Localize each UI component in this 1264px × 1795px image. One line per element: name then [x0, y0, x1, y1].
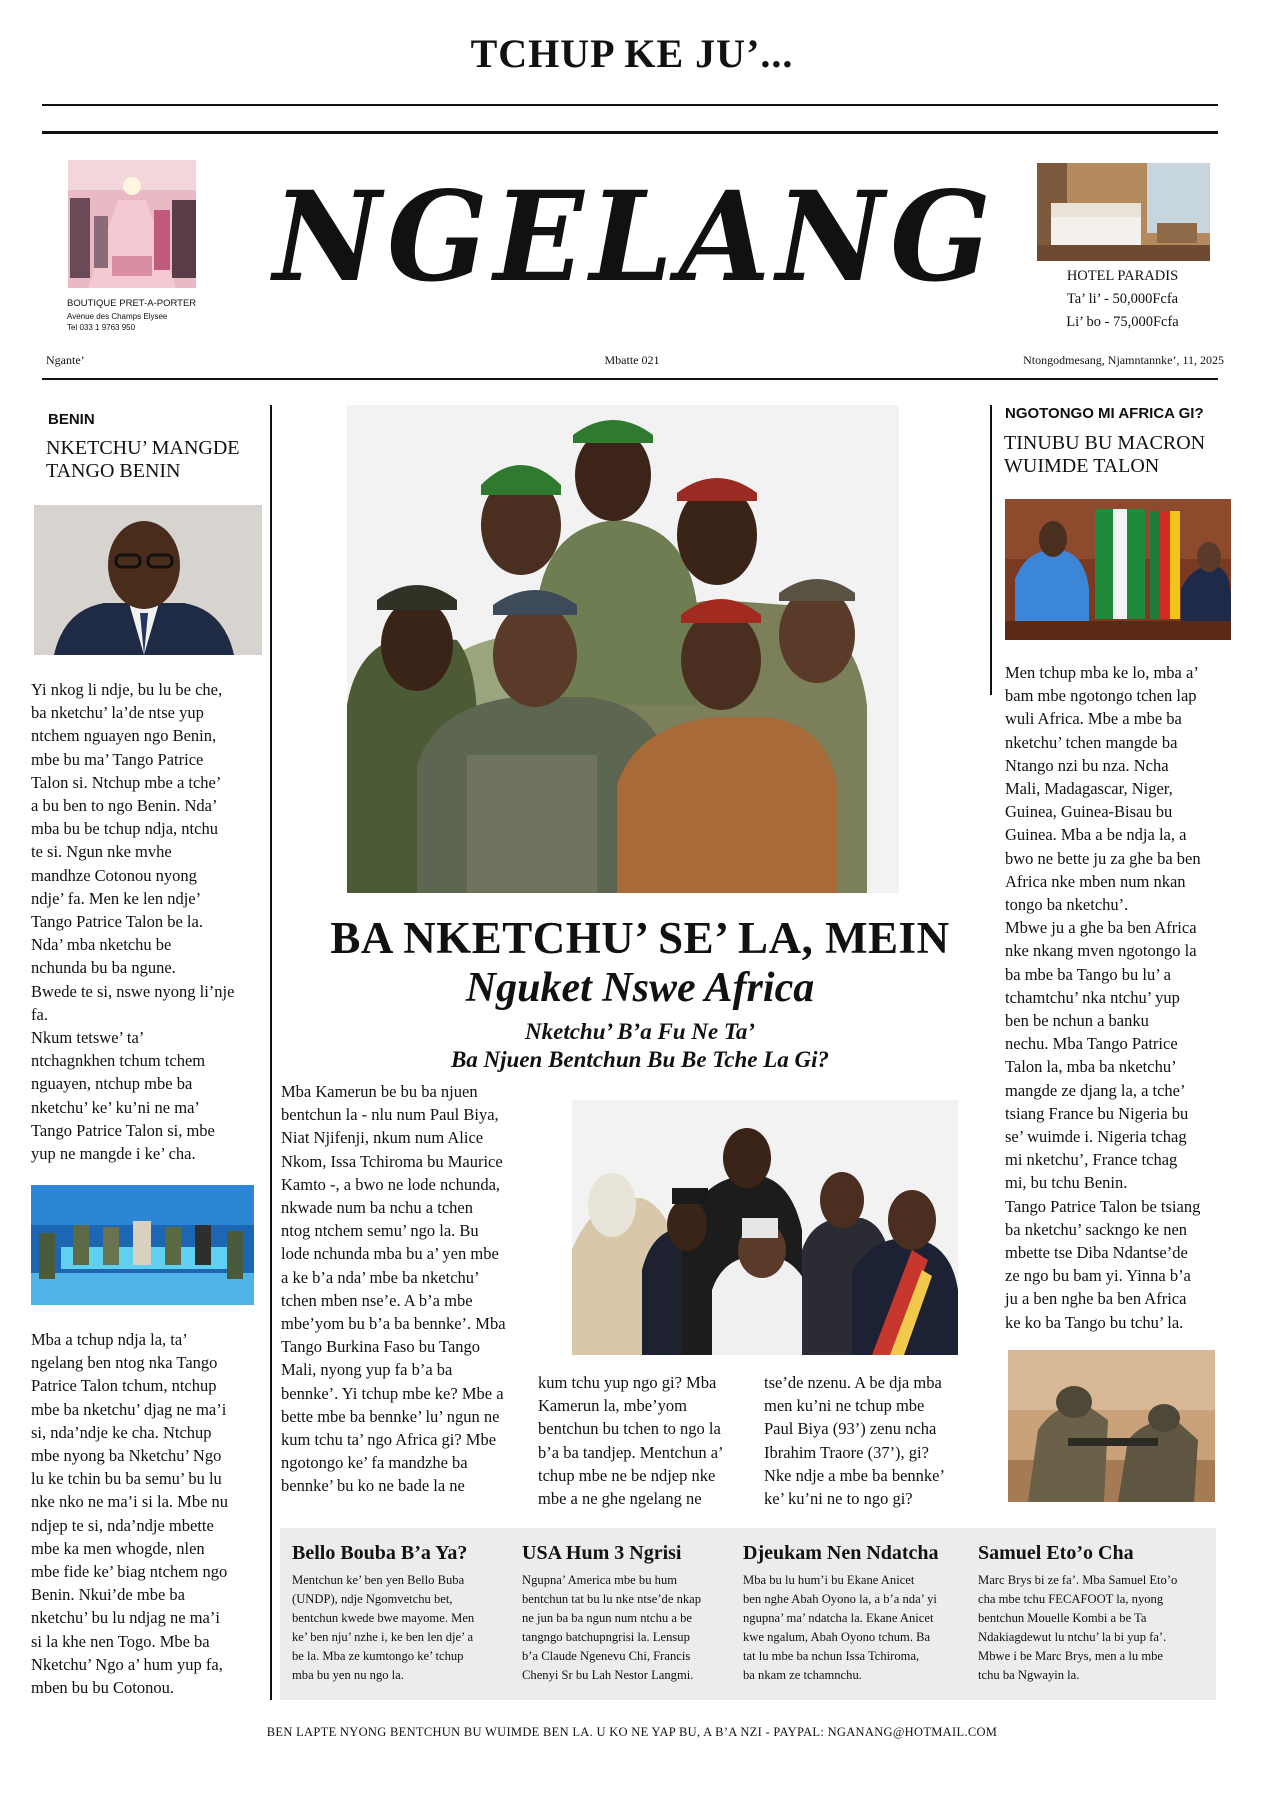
article-line: b’a ba tandjep. Mentchun a’ — [538, 1442, 724, 1462]
article-line: nketchu’ ke’ ku’ni ne ma’ — [31, 1097, 200, 1117]
article-line: bennke’ bu ko ne bade la ne — [281, 1476, 465, 1496]
brief-line: Marc Brys bi ze fa’. Mba Samuel Eto’o — [978, 1573, 1178, 1587]
brief-headline: Bello Bouba B’a Ya? — [292, 1542, 468, 1564]
hotel-ad-price-2: Li’ bo - 75,000Fcfa — [1066, 314, 1179, 330]
brief-line: tangngo batchupngrisi la. Lensup — [522, 1630, 690, 1644]
article-line: mben bu bu Cotonou. — [31, 1678, 174, 1698]
article-line: Mbwe ju a ghe ba ben Africa — [1005, 918, 1197, 938]
main-article-col-1 — [281, 1080, 531, 1498]
brief-usa — [522, 1542, 732, 1685]
article-line: Tango Patrice Talon si, mbe — [31, 1120, 215, 1140]
brief-samuel-etoo — [978, 1542, 1188, 1685]
article-line: Ibrahim Traore (37’), gi? — [764, 1442, 929, 1462]
article-line: Nke ndje a mbe ba bennke’ — [764, 1465, 945, 1485]
left-article-para-2 — [31, 1328, 256, 1699]
article-line: ba nketchu’ sackngo ke nen — [1005, 1219, 1188, 1239]
article-line: mbe ba nketchu’ djag ne ma’i — [31, 1399, 227, 1419]
right-column-divider — [990, 405, 992, 695]
hotel-ad-name: HOTEL PARADIS — [1066, 268, 1179, 284]
brief-line: tchu ba Ngwayin la. — [978, 1668, 1080, 1682]
briefs-box — [280, 1528, 1216, 1700]
article-line: mbe ka men whogde, nlen — [31, 1538, 205, 1558]
main-deck — [300, 1018, 980, 1074]
article-line: tsiang France bu Nigeria bu — [1005, 1103, 1189, 1123]
footer: BEN LAPTE NYONG BENTCHUN BU WUIMDE BEN LA. U KO NE YAP BU, A B’A NZI - PAYPAL: NGANANG@HOTMAIL.COM — [266, 1725, 998, 1739]
article-line: Guinea. Mba a be ndja la, a — [1005, 825, 1187, 845]
article-line: kum tchu yup ngo gi? Mba — [538, 1373, 717, 1392]
article-line: nke nko ne ma’i si la. Mbe nu — [31, 1492, 229, 1512]
article-line: bwo ne bette ju za ghe ba ben — [1005, 848, 1201, 868]
article-line: mbette tse Diba Ndantse’de — [1005, 1243, 1188, 1263]
article-line: ntchem nguayen ngo Benin, — [31, 726, 217, 746]
brief-line: Chenyi Sr bu Lah Nestor Langmi. — [522, 1668, 694, 1682]
article-line: fa. — [31, 1004, 48, 1024]
article-line: ke ko ba Tango bu tchu’ la. — [1005, 1312, 1184, 1332]
boutique-ad-photo — [68, 160, 196, 288]
article-line: mandhze Cotonou nyong — [31, 865, 197, 885]
article-line: Ntango nzi bu nza. Ncha — [1005, 755, 1169, 775]
brief-line: b’a Claude Ngenevu Chi, Francis — [522, 1649, 691, 1663]
article-line: lu ke tchin bu ba semu’ bu lu — [31, 1469, 222, 1489]
boutique-ad-name: BOUTIQUE PRET-A-PORTER — [67, 298, 197, 309]
article-line: Tango Patrice Talon be tsiang — [1005, 1196, 1201, 1216]
article-line: mbe bu ma’ Tango Patrice — [31, 749, 204, 769]
article-line: ntchagnkhen tchum tchem — [31, 1051, 206, 1071]
article-line: ngotongo ke’ fa mandzhe ba — [281, 1453, 468, 1473]
article-line: mbe fide ke’ biag ntchem ngo — [31, 1562, 228, 1582]
article-line: Kamerun la, mbe’yom — [538, 1396, 687, 1416]
brief-text — [292, 1571, 502, 1685]
article-line: Talon si. Ntchup mbe a tche’ — [31, 772, 222, 792]
brief-line: ne jun ba ba ngun num ntchu a be — [522, 1611, 692, 1625]
article-line: tongo ba nketchu’. — [1005, 895, 1129, 915]
article-line: nechu. Mba Tango Patrice — [1005, 1034, 1178, 1054]
article-line: mbe a ne ghe ngelang ne — [538, 1489, 702, 1509]
main-headline: BA NKETCHU’ SE’ LA, MEIN — [330, 913, 950, 963]
article-line: Patrice Talon tchum, ntchup — [31, 1376, 217, 1396]
boutique-ad-address: Avenue des Champs Elysee — [67, 312, 168, 321]
brief-line: Ndakiagdewut lu ntchu’ la bi yup fa’. — [978, 1630, 1167, 1644]
article-line: ntog ntchem semu’ ngo la. Bu — [281, 1221, 479, 1241]
brief-line: mba bu yen nu ngo la. — [292, 1668, 404, 1682]
brief-bello-bouba — [292, 1542, 502, 1685]
talon-photo — [34, 505, 262, 655]
article-line: nketchu’ bu lu ndjag ne ma’i — [31, 1608, 220, 1628]
left-article-para-1 — [31, 678, 256, 1165]
right-article — [1005, 661, 1237, 1334]
article-line: nkwade num ba nchu a tchen — [281, 1198, 473, 1218]
hotel-ad-photo — [1037, 163, 1210, 261]
article-line: nke nkang mven ngotongo la — [1005, 941, 1197, 961]
brief-text — [522, 1571, 732, 1685]
right-headline: TINUBU BU MACRON WUIMDE TALON — [1004, 432, 1206, 477]
article-line: nchunda bu ba ngune. — [31, 958, 176, 978]
brief-headline: Samuel Eto’o Cha — [978, 1542, 1134, 1564]
article-line: Nkum tetswe’ ta’ — [31, 1028, 145, 1048]
article-line: a bu ben to ngo Benin. Nda’ — [31, 796, 218, 816]
article-line: mangde ze djang la, a tche’ — [1005, 1080, 1186, 1100]
brief-line: Mbwe i be Marc Brys, men a lu mbe — [978, 1649, 1164, 1663]
article-line: bentchun bu tchen to ngo la — [538, 1419, 721, 1439]
brief-line: bentchun tat bu lu nke ntse’de nkap — [522, 1592, 702, 1606]
brief-text — [978, 1571, 1188, 1685]
article-line: ngelang ben ntog nka Tango — [31, 1353, 218, 1373]
brief-headline: Djeukam Nen Ndatcha — [743, 1542, 939, 1564]
article-line: Africa nke mben num nkan — [1005, 871, 1186, 891]
article-line: Nkom, Issa Tchiroma bu Maurice — [281, 1151, 503, 1171]
issue-date: Ntongodmesang, Njamntannke’, 11, 2025 — [1023, 353, 1224, 367]
info-left: Ngante’ — [46, 353, 85, 367]
brief-line: tat lu mbe ba nchun Issa Tchiroma, — [743, 1649, 920, 1663]
article-line: tchen mben nse’e. A b’a mbe — [281, 1290, 473, 1310]
main-article-col-2 — [538, 1371, 748, 1510]
article-line: ju a ben nghe ba ben Africa — [1005, 1289, 1187, 1309]
article-line: te si. Ngun nke mvhe — [31, 842, 172, 862]
article-line: mbe’yom bu b’a ba bennke’. Mba — [281, 1314, 506, 1334]
military-leaders-photo — [347, 405, 899, 893]
brief-line: ba nkam ze tchamnchu. — [743, 1668, 862, 1682]
tv-broadcast-photo — [31, 1185, 254, 1305]
article-line: Men tchup mba ke lo, mba a’ — [1005, 663, 1199, 682]
article-line: Bwede te si, nswe nyong li’nje — [31, 981, 235, 1001]
article-line: ben be nchun a banku — [1005, 1011, 1149, 1031]
main-subheadline: Nguket Nswe Africa — [465, 965, 815, 1011]
article-line: Tango Burkina Faso bu Tango — [281, 1337, 481, 1357]
boutique-ad-phone: Tel 033 1 9763 950 — [67, 323, 136, 332]
article-line: mi, bu tchu Benin. — [1005, 1173, 1128, 1193]
article-line: mbe nyong ba Nketchu’ Ngo — [31, 1446, 222, 1466]
article-line: bam mbe ngotongo tchen lap — [1005, 686, 1197, 706]
brief-text — [743, 1571, 953, 1685]
soldiers-photo — [1008, 1350, 1215, 1502]
article-line: bette mbe ba bennke’ lu’ ngun ne — [281, 1406, 500, 1426]
article-line: si la khe nen Togo. Mbe ba — [31, 1631, 210, 1651]
article-line: Nda’ mba nketchu be — [31, 935, 172, 955]
left-kicker: BENIN — [48, 411, 95, 428]
article-line: wuli Africa. Mbe a mbe ba — [1005, 709, 1182, 729]
article-line: Benin. Nkui’de mbe ba — [31, 1585, 185, 1605]
hotel-ad-price-1: Ta’ li’ - 50,000Fcfa — [1066, 291, 1179, 307]
article-line: yup ne mangde i ke’ cha. — [31, 1144, 196, 1164]
article-line: nketchu’ tchen mangde ba — [1005, 732, 1178, 752]
masthead: NGELANG — [273, 163, 997, 310]
brief-line: Ngupna’ America mbe bu hum — [522, 1573, 678, 1587]
brief-line: kwe ngalum, Abah Oyono tchum. Ba — [743, 1630, 931, 1644]
article-line: lode nchunda mba bu a’ yen mbe — [281, 1244, 499, 1264]
article-line: Nketchu’ Ngo a’ hum yup fa, — [31, 1654, 223, 1674]
main-article-col-3 — [764, 1371, 974, 1510]
article-line: ze ngo bu bam yi. Yinna b’a — [1005, 1266, 1191, 1286]
header-rule-thin — [42, 104, 1218, 106]
brief-line: ben nghe Abah Oyono la, a b’a nda’ yi — [743, 1592, 937, 1606]
tinubu-macron-photo — [1005, 499, 1231, 640]
brief-line: bentchun Mouelle Kombi a be Ta — [978, 1611, 1147, 1625]
article-line: Niat Njifenji, nkum num Alice — [281, 1128, 484, 1148]
article-line: Paul Biya (93’) zenu ncha — [764, 1419, 937, 1439]
article-line: a ke b’a nda’ mbe ba nketchu’ — [281, 1267, 480, 1287]
article-line: ndje’ fa. Men ke len ndje’ — [31, 888, 202, 908]
brief-line: ke’ ben nju’ nzhe i, ke ben len dje’ a — [292, 1630, 474, 1644]
brief-line: cha mbe tchu FECAFOOT la, nyong — [978, 1592, 1164, 1606]
article-line: Mali, Madagascar, Niger, — [1005, 779, 1173, 799]
article-line: si, nda’ndje ke cha. Ntchup — [31, 1422, 212, 1442]
article-line: nguayen, ntchup mbe ba — [31, 1074, 193, 1094]
article-line: Mba a tchup ndja la, ta’ — [31, 1330, 188, 1349]
brief-line: Mba bu lu hum’i bu Ekane Anicet — [743, 1573, 915, 1587]
article-line: men ku’ni ne tchup mbe — [764, 1396, 925, 1416]
brief-headline: USA Hum 3 Ngrisi — [522, 1542, 682, 1564]
header-rule-thick — [42, 131, 1218, 134]
article-line: Guinea, Guinea-Bisau bu — [1005, 802, 1173, 822]
article-line: ba mbe ba Tango bu lu’ a — [1005, 964, 1171, 984]
left-column-divider — [270, 405, 272, 1700]
article-line: bentchun la - nlu num Paul Biya, — [281, 1105, 499, 1125]
article-line: Kamto -, a bwo ne lode nchunda, — [281, 1174, 501, 1194]
cameroon-officials-photo — [572, 1100, 958, 1355]
article-line: mba bu be tchup ndja, ntchu — [31, 819, 218, 839]
right-kicker: NGOTONGO MI AFRICA GI? — [1005, 405, 1204, 422]
left-headline: NKETCHU’ MANGDE TANGO BENIN — [46, 437, 240, 482]
article-line: Tango Patrice Talon be la. — [31, 912, 203, 932]
info-rule — [42, 378, 1218, 380]
main-deck-line-2: Ba Njuen Bentchun Bu Be Tche La Gi? — [450, 1047, 830, 1072]
article-line: Mba Kamerun be bu ba njuen — [281, 1082, 478, 1101]
brief-line: bentchun kwede bwe mayome. Men — [292, 1611, 475, 1625]
brief-djeukam — [743, 1542, 953, 1685]
article-line: mi nketchu’, France tchag — [1005, 1150, 1178, 1170]
article-line: tchamtchu’ nka ntchu’ yup — [1005, 987, 1180, 1007]
top-title: TCHUP KE JU’... — [470, 31, 794, 76]
main-deck-line-1: Nketchu’ B’a Fu Ne Ta’ — [525, 1019, 755, 1044]
article-line: ndjep te si, nda’ndje mbette — [31, 1515, 214, 1535]
article-line: tchup mbe ne be ndjep nke — [538, 1465, 716, 1485]
brief-line: Mentchun ke’ ben yen Bello Buba — [292, 1573, 465, 1587]
article-line: ke’ ku’ni ne to ngo gi? — [764, 1489, 913, 1509]
article-line: ba nketchu’ la’de ntse yup — [31, 703, 204, 723]
article-line: bennke’. Yi tchup mbe ke? Mbe a — [281, 1383, 504, 1403]
article-line: tse’de nzenu. A be dja mba — [764, 1373, 942, 1392]
brief-line: be la. Mba ze kumtongo ke’ tchup — [292, 1649, 464, 1663]
brief-line: ngupna’ ma’ ndatcha la. Ekane Anicet — [743, 1611, 934, 1625]
article-line: Mali, nyong yup fa b’a ba — [281, 1360, 453, 1380]
article-line: se’ wuimde i. Nigeria tchag — [1005, 1127, 1187, 1147]
article-line: Yi nkog li ndje, bu lu be che, — [31, 680, 223, 699]
issue-number: Mbatte 021 — [604, 353, 660, 367]
article-line: Talon la, mba ba nketchu’ — [1005, 1057, 1177, 1077]
brief-line: (UNDP), ndje Ngomvetchu bet, — [292, 1592, 453, 1606]
article-line: kum tchu ta’ ngo Africa gi? Mbe — [281, 1430, 497, 1450]
